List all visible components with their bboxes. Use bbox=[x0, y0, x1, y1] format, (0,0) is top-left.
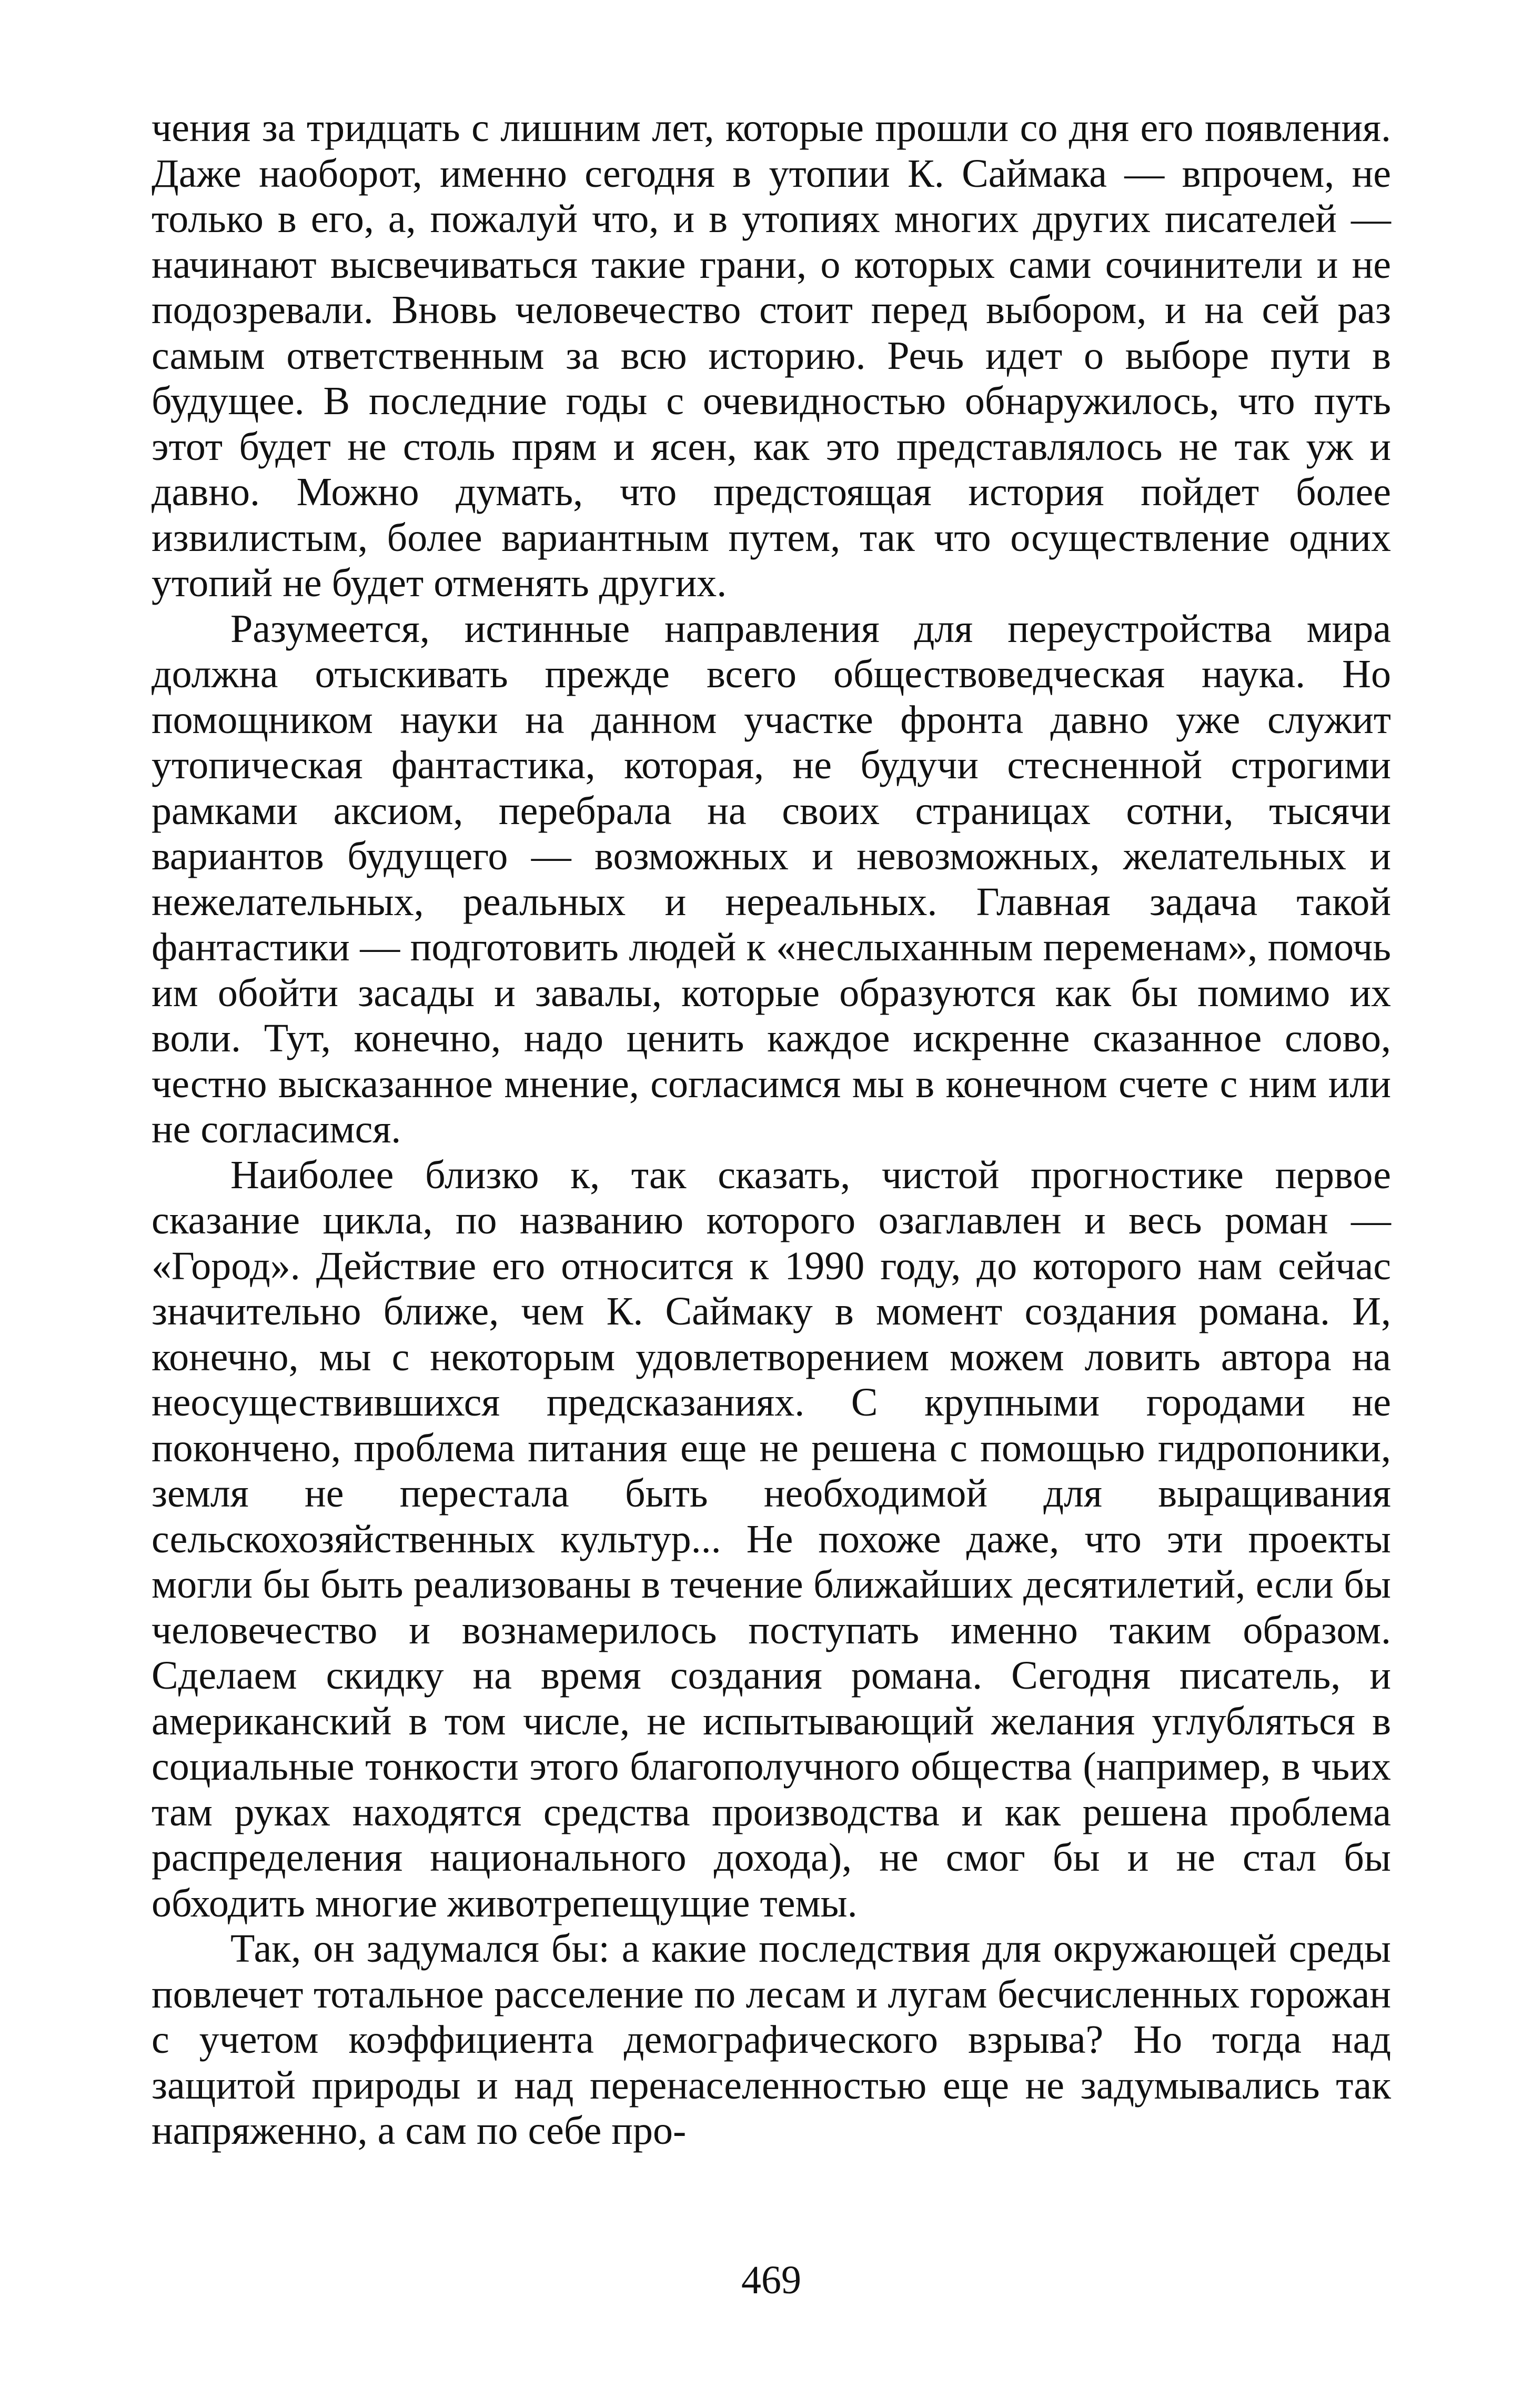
body-text bbox=[152, 105, 1391, 2154]
paragraph: Разумеется, истинные направления для переустройства мира должна отыскивать прежде всего обществоведческая наука. Но помощником науки на данном участке фронта давно уже служит утопическая фантастика, которая, не будучи стесненной строгими рамками аксиом, перебрала на своих страницах сотни, тысячи вариантов будущего — возможных и невозможных, желательных и нежелательных, реальных и нереальных. Главная задача такой фантастики — подготовить людей к «неслыханным переменам», помочь им обойти засады и завалы, которые образуются как бы помимо их воли. Тут, конечно, надо ценить каждое искренне сказанное слово, честно высказанное мнение, согласимся мы в конечном счете с ним или не согласимся. bbox=[152, 606, 1391, 1151]
page-number: 469 bbox=[741, 2258, 801, 2302]
paragraph: Наиболее близко к, так сказать, чистой прогностике первое сказание цикла, по названию которого озаглавлен и весь роман — «Город». Действие его относится к 1990 году, до которого нам сейчас значительно ближе, чем К. Саймаку в момент создания романа. И, конечно, мы с некоторым удовлетворением можем ловить автора на неосуществившихся предсказаниях. С крупными городами не покончено, проблема питания еще не решена с помощью гидропоники, земля не перестала быть необходимой для выращивания сельскохозяйственных культур... Не похоже даже, что эти проекты могли бы быть реализованы в течение ближайших десятилетий, если бы человечество и вознамерилось поступать именно таким образом. Сделаем скидку на время создания романа. Сегодня писатель, и американский в том числе, не испытывающий желания углубляться в социальные тонкости этого благополучного общества (например, в чьих там руках находятся средства производства и как решена проблема распределения национального дохода), не смог бы и не стал бы обходить многие животрепещущие темы. bbox=[152, 1152, 1391, 1925]
paragraph: Так, он задумался бы: а какие последствия для окружающей среды повлечет тотальное расселение по лесам и лугам бесчисленных горожан с учетом коэффициента демографического взрыва? Но тогда над защитой природы и над перенаселенностью еще не задумывались так напряженно, а сам по себе про- bbox=[152, 1927, 1391, 2153]
book-page bbox=[152, 105, 1391, 2315]
paragraph-continuation: чения за тридцать с лишним лет, которые прошли со дня его появления. Даже наоборот, именно сегодня в утопии К. Саймака — впрочем, не только в его, а, пожалуй что, и в утопиях многих других писателей — начинают высвечиваться такие грани, о которых сами сочинители и не подозревали. Вновь человечество стоит перед выбором, и на сей раз самым ответственным за всю историю. Речь идет о выборе пути в будущее. В последние годы с очевидностью обнаружилось, что путь этот будет не столь прям и ясен, как это представлялось не так уж и давно. Можно думать, что предстоящая история пойдет более извилистым, более вариантным путем, так что осуществление одних утопий не будет отменять других. bbox=[152, 106, 1391, 605]
